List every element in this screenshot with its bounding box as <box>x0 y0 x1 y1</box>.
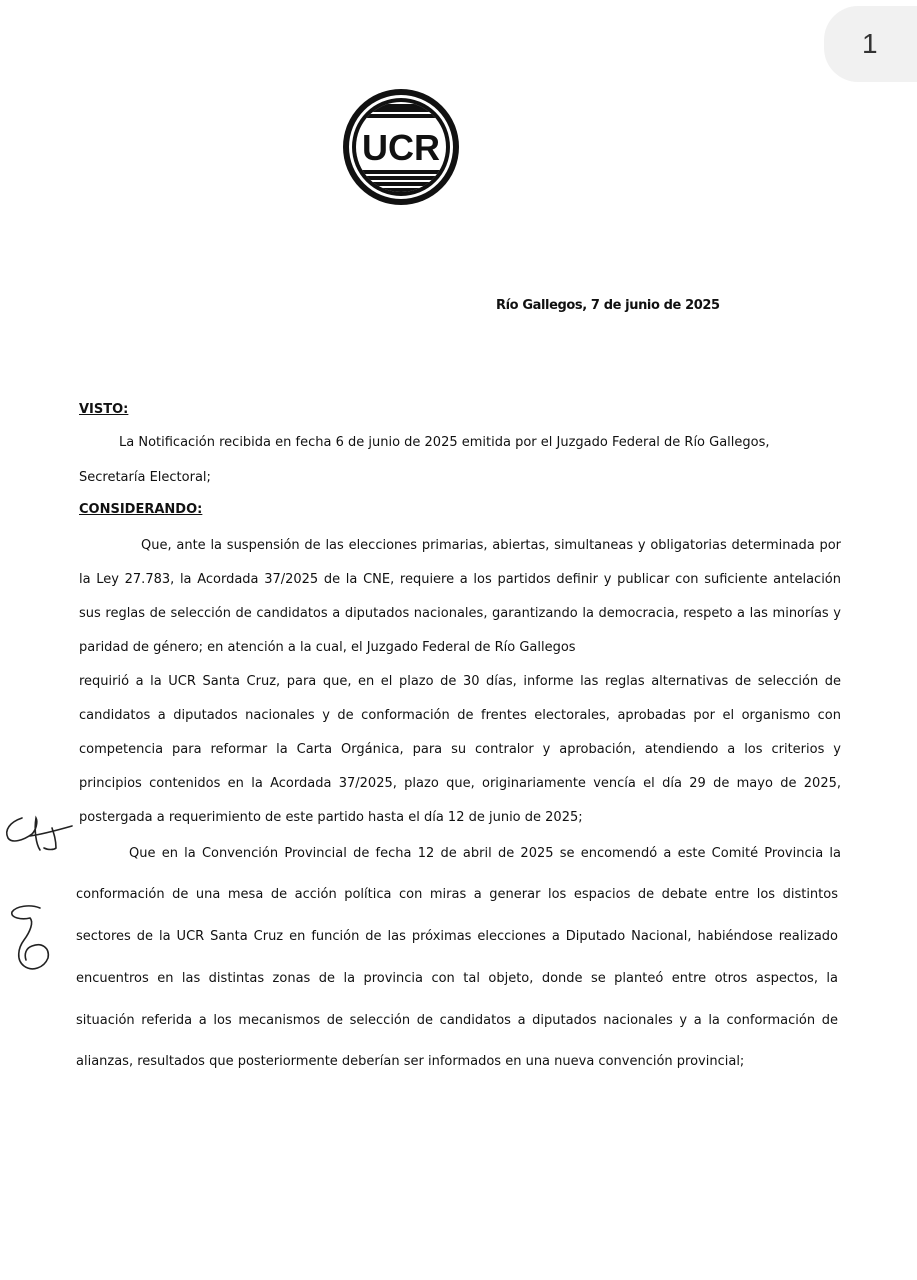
paragraph-line: conformación de una mesa de acción política con miras a generar los espacios de debate entre los distintos <box>76 887 838 902</box>
paragraph-line: la Ley 27.783, la Acordada 37/2025 de la CNE, requiere a los partidos definir y publicar con suficiente antelación <box>79 572 841 587</box>
paragraph-line: competencia para reformar la Carta Orgánica, para su contralor y aprobación, atendiendo a los criterios y <box>79 742 841 757</box>
paragraph-line: sus reglas de selección de candidatos a diputados nacionales, garantizando la democracia, respeto a las minorías y <box>79 606 841 621</box>
paragraph-line: paridad de género; en atención a la cual, el Juzgado Federal de Río Gallegos <box>79 640 576 655</box>
paragraph-line: Que en la Convención Provincial de fecha 12 de abril de 2025 se encomendó a este Comité Provincia la <box>129 846 841 861</box>
logo-text: UCR <box>362 127 440 168</box>
date-line: Río Gallegos, 7 de junio de 2025 <box>496 298 720 313</box>
paragraph-line: principios contenidos en la Acordada 37/2025, plazo que, originariamente vencía el día 29 de mayo de 2025, <box>79 776 841 791</box>
visto-line: La Notificación recibida en fecha 6 de junio de 2025 emitida por el Juzgado Federal de Río Gallegos, <box>119 435 770 450</box>
paragraph-line: postergada a requerimiento de este partido hasta el día 12 de junio de 2025; <box>79 810 583 825</box>
page-number-badge <box>824 6 917 82</box>
paragraph-line: candidatos a diputados nacionales y de conformación de frentes electorales, aprobadas por el organismo con <box>79 708 841 723</box>
paragraph-line: situación referida a los mecanismos de selección de candidatos a diputados nacionales y a la conformación de <box>76 1013 838 1028</box>
paragraph-line: encuentros en las distintas zonas de la provincia con tal objeto, donde se planteó entre otros aspectos, la <box>76 971 838 986</box>
paragraph-line: sectores de la UCR Santa Cruz en función de las próximas elecciones a Diputado Nacional, habiéndose realizado <box>76 929 838 944</box>
paragraph-line: Que, ante la suspensión de las elecciones primarias, abiertas, simultaneas y obligatorias determinada por <box>141 538 841 553</box>
ucr-logo <box>340 86 462 208</box>
page-number: 1 <box>862 28 878 59</box>
considerando-heading: CONSIDERANDO: <box>79 502 203 517</box>
paragraph-line: alianzas, resultados que posteriormente deberían ser informados en una nueva convención provincial; <box>76 1054 745 1069</box>
paragraph-line: requirió a la UCR Santa Cruz, para que, en el plazo de 30 días, informe las reglas alternativas de selección de <box>79 674 841 689</box>
visto-line: Secretaría Electoral; <box>79 470 211 485</box>
handwritten-initials <box>0 800 90 990</box>
visto-heading: VISTO: <box>79 402 129 417</box>
